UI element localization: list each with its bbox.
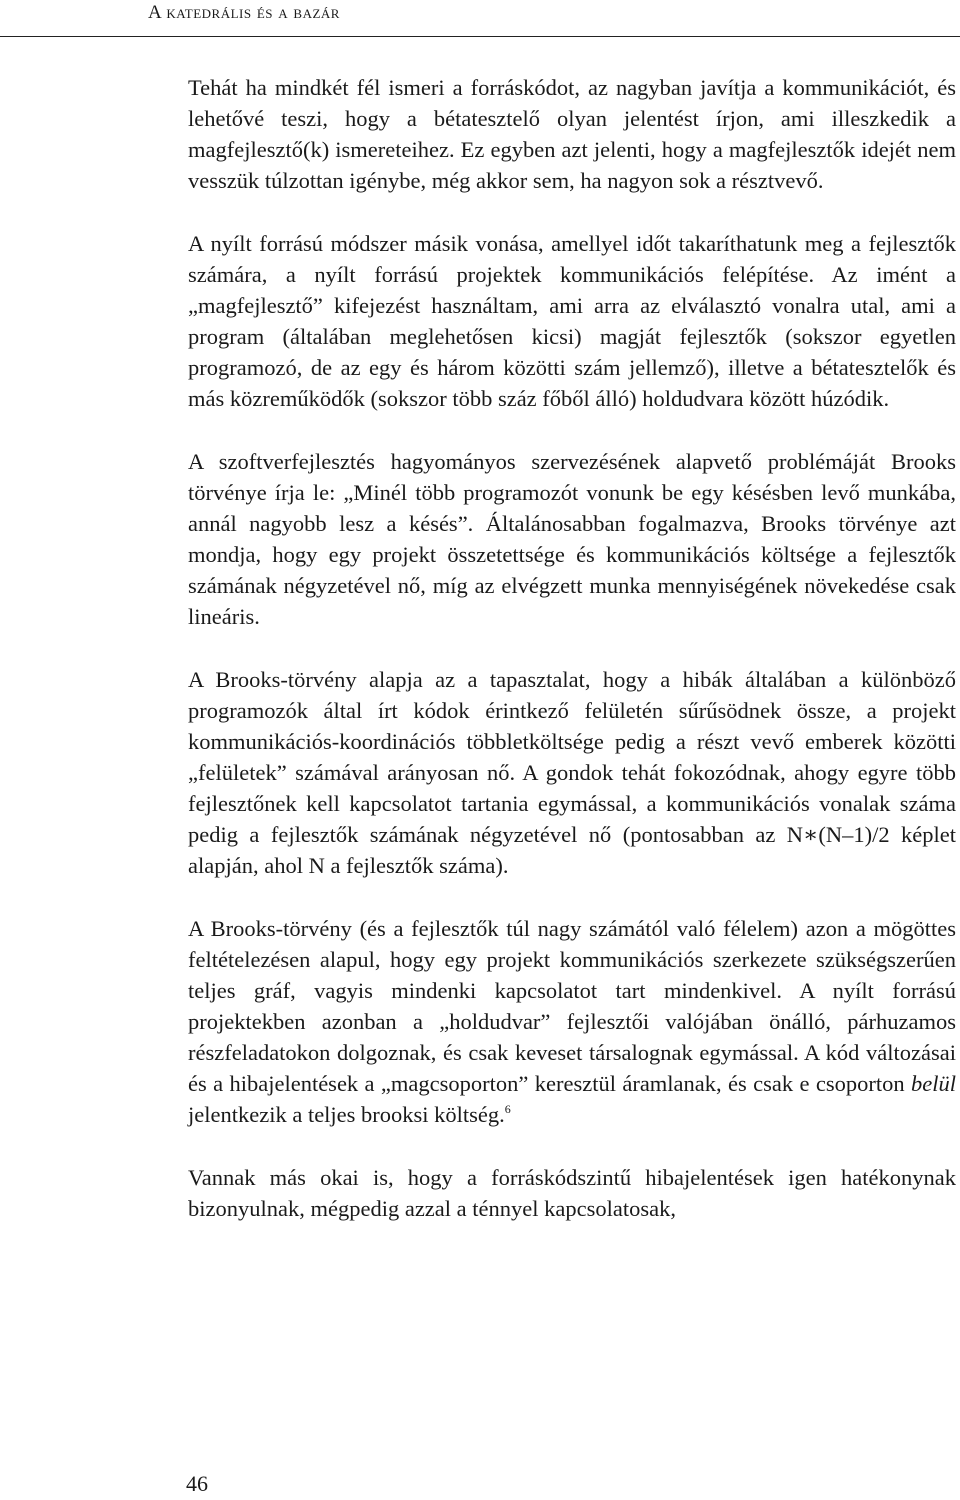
paragraph-3: A szoftverfejlesztés hagyományos szervezésének alapvető problémáját Brooks törvénye írja le: „Minél több programozót vonunk be egy késésben levő munkába, annál nagyobb lesz a késés”. Általánosabban fogalmazva, Brooks törvénye azt mondja, hogy egy projekt összetettsége és kommunikációs költsége a fejlesztők számának négyzetével nő, míg az elvégzett munka mennyiségének növekedése csak lineáris.: [188, 449, 956, 629]
paragraph-5: [188, 913, 956, 1130]
running-header-title: A katedrális és a bazár: [148, 2, 340, 23]
paragraph-5-text-before: A Brooks-törvény (és a fejlesztők túl nagy számától való félelem) azon a mögöttes feltételezésen alapul, hogy egy projekt kommunikációs szerkezete szükségszerűen teljes gráf, vagyis mindenki kapcsolatot tart mindenkivel. A nyílt forrású projektekben azonban a „holdudvar” fejlesztői valójában önálló, párhuzamos részfeladatokon dolgoznak, és csak keveset társalognak egymással. A kód változásai és a hibajelentések a „magcsoporton” keresztül áramlanak, és csak e csoporton: [188, 916, 956, 1096]
paragraph-2: A nyílt forrású módszer másik vonása, amellyel időt takaríthatunk meg a fejlesztők számára, a nyílt forrású projektek kommunikációs felépítése. Az imént a „magfejlesztő” kifejezést használtam, ami arra az elválasztó vonalra utal, ami a program (általában meglehetősen kicsi) magját fejlesztők (sokszor egyetlen programozó, de az egy és három közötti szám jellemző), illetve a bétatesztelők és más közreműködők (sokszor több száz főből álló) holdudvara között húzódik.: [188, 231, 956, 411]
paragraph-6: Vannak más okai is, hogy a forráskódszintű hibajelentések igen hatékonynak bizonyulnak, mégpedig azzal a ténnyel kapcsolatosak,: [188, 1165, 956, 1221]
paragraph-5-text-after: jelentkezik a teljes brooksi költség.: [188, 1102, 505, 1127]
footnote-marker[interactable]: 6: [504, 1102, 511, 1116]
paragraph-4: A Brooks-törvény alapja az a tapasztalat, hogy a hibák általában a különböző programozók által írt kódok érintkező felületén sűrűsödnek össze, a projekt kommunikációs-koordinációs többletköltsége pedig a részt vevő emberek közötti „felületek” számával arányosan nő. A gondok tehát fokozódnak, ahogy egyre több fejlesztőnek kell kapcsolatot tartania egymással, a kommunikációs vonalak száma pedig a fejlesztők számának négyzetével nő (pontosabban az N∗(N–1)/2 képlet alapján, ahol N a fejlesztők száma).: [188, 667, 956, 878]
main-text-column: [188, 72, 956, 1224]
paragraph-5-emphasis: belül: [911, 1071, 956, 1096]
paragraph-1: Tehát ha mindkét fél ismeri a forráskódot, az nagyban javítja a kommunikációt, és lehetővé teszi, hogy a bétatesztelő olyan jelentést írjon, ami illeszkedik a magfejlesztő(k) ismereteihez. Ez egyben azt jelenti, hogy a magfejlesztők idejét nem vesszük túlzottan igénybe, még akkor sem, ha nagyon sok a résztvevő.: [188, 75, 956, 193]
page-number: 46: [186, 1471, 208, 1496]
header-rule: [0, 36, 960, 37]
